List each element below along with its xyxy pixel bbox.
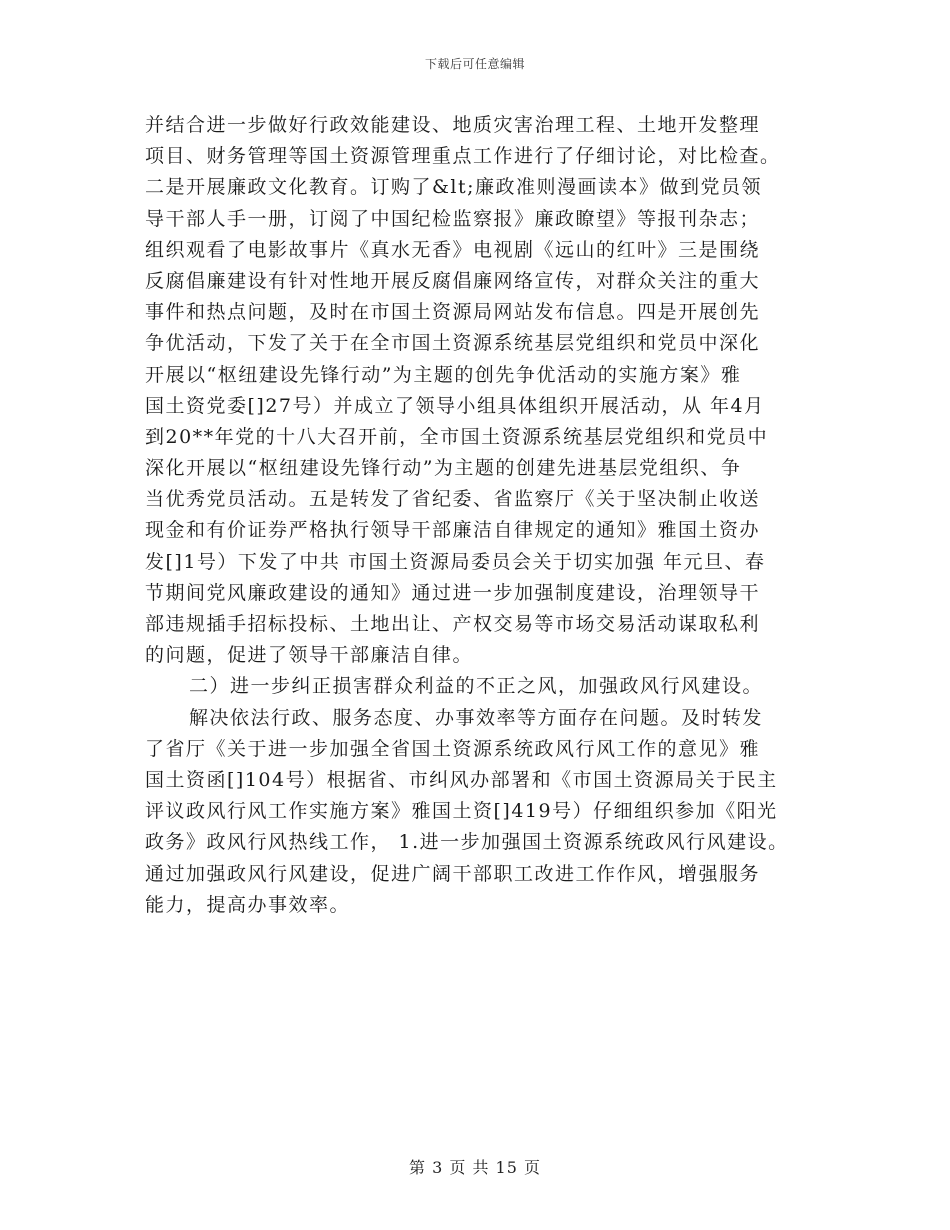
text-line: 发[]1号）下发了中共 市国土资源局委员会关于切实加强 年元旦、春	[145, 550, 766, 573]
text-line: 事件和热点问题，及时在市国土资源局网站发布信息。四是开展创先	[145, 301, 761, 324]
text-line: 反腐倡廉建设有针对性地开展反腐倡廉网络宣传，对群众关注的重大	[145, 269, 761, 292]
text-line: 二是开展廉政文化教育。订购了&lt;廉政准则漫画读本》做到党员领	[145, 176, 763, 199]
text-line: 国土资党委[]27号）并成立了领导小组具体组织开展活动，从 年4月	[145, 394, 765, 417]
text-line: 组织观看了电影故事片《真水无香》电视剧《远山的红叶》三是围绕	[145, 238, 761, 261]
text-line: 到20**年党的十八大召开前，全市国土资源系统基层党组织和党员中	[145, 425, 769, 448]
text-line: 导干部人手一册，订阅了中国纪检监察报》廉政瞭望》等报刊杂志；	[145, 207, 761, 230]
text-line: 深化开展以“枢纽建设先锋行动”为主题的创建先进基层党组织、争	[145, 457, 742, 480]
text-line: 节期间党风廉政建设的通知》通过进一步加强制度建设，治理领导干	[145, 581, 761, 604]
text-line: 开展以“枢纽建设先锋行动”为主题的创先争优活动的实施方案》雅	[145, 363, 742, 386]
text-line: 部违规插手招标投标、土地出让、产权交易等市场交易活动谋取私利	[145, 613, 761, 635]
text-line: 了省厅《关于进一步加强全省国土资源系统政风行风工作的意见》雅	[145, 737, 761, 760]
text-line: 能力，提高办事效率。	[145, 893, 351, 916]
text-line: 的问题，促进了领导干部廉洁自律。	[145, 644, 474, 667]
section-heading: 二）进一步纠正损害群众利益的不正之风，加强政风行风建设。	[189, 675, 764, 698]
header-note: 下载后可任意编辑	[424, 57, 525, 71]
text-line: 并结合进一步做好行政效能建设、地质灾害治理工程、土地开发整理	[145, 114, 761, 136]
text-line: 国土资函[]104号）根据省、市纠风办部署和《市国土资源局关于民主	[145, 768, 778, 791]
page-number-footer: 第 3 页 共 15 页	[409, 1158, 541, 1177]
document-body	[145, 110, 825, 921]
text-line: 政务》政风行风热线工作， 1.进一步加强国土资源系统政风行风建设。	[145, 831, 789, 854]
text-line: 现金和有价证券严格执行领导干部廉洁自律规定的通知》雅国土资办	[145, 519, 761, 542]
paragraph-start: 解决依法行政、服务态度、办事效率等方面存在问题。及时转发	[189, 706, 764, 729]
text-line: 争优活动，下发了关于在全市国土资源系统基层党组织和党员中深化	[145, 332, 761, 355]
text-line: 通过加强政风行风建设，促进广阔干部职工改进工作作风，增强服务	[145, 862, 761, 885]
text-line: 评议政风行风工作实施方案》雅国土资[]419号）仔细组织参加《阳光	[145, 800, 778, 823]
text-line: 当优秀党员活动。五是转发了省纪委、省监察厅《关于坚决制止收送	[145, 488, 761, 511]
text-line: 项目、财务管理等国土资源管理重点工作进行了仔细讨论，对比检查。	[145, 145, 781, 168]
